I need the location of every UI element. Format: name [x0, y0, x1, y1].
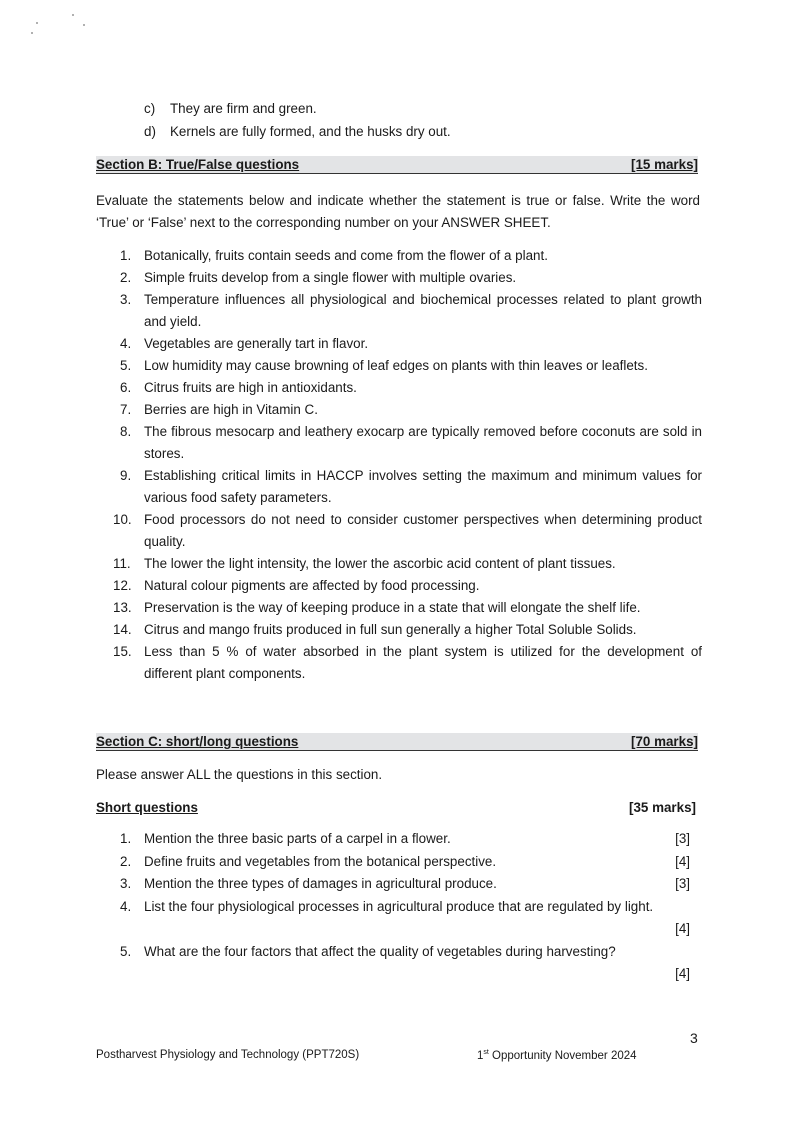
short-questions-list — [96, 828, 700, 986]
statement-item — [96, 399, 702, 421]
item-text: The fibrous mesocarp and leathery exocarp are typically removed before coconuts are sold in stores. — [144, 424, 702, 461]
item-text: Mention the three basic parts of a carpel in a flower. — [144, 831, 451, 846]
speck — [72, 14, 74, 16]
item-text: Temperature influences all physiological and biochemical processes related to plant growth and yield. — [144, 292, 702, 329]
statement-item — [96, 267, 702, 289]
item-text: The lower the light intensity, the lower the ascorbic acid content of plant tissues. — [144, 556, 616, 571]
item-number: 14. — [113, 622, 132, 637]
true-false-list — [96, 245, 702, 685]
option-d — [144, 124, 451, 139]
item-number: 1. — [120, 831, 132, 846]
item-number: 8. — [120, 424, 132, 439]
statement-item — [96, 245, 702, 267]
item-text: Mention the three types of damages in agricultural produce. — [144, 876, 497, 891]
subsection-marks: [35 marks] — [629, 800, 696, 815]
opportunity-number: 1 — [477, 1049, 484, 1062]
item-text: Citrus and mango fruits produced in full sun generally a higher Total Soluble Solids. — [144, 622, 637, 637]
question-item — [96, 828, 700, 851]
section-b-header — [96, 156, 698, 174]
item-number: 4. — [120, 336, 132, 351]
statement-item — [96, 619, 702, 641]
item-text: List the four physiological processes in agricultural produce that are regulated by light. — [144, 898, 654, 914]
question-item — [96, 896, 700, 941]
item-number: 3. — [120, 876, 132, 891]
section-marks: [70 marks] — [631, 734, 698, 749]
statement-item — [96, 377, 702, 399]
item-number: 13. — [113, 600, 132, 615]
item-number: 10. — [113, 512, 132, 527]
question-item — [96, 941, 700, 986]
speck — [83, 24, 85, 26]
section-b-instructions: Evaluate the statements below and indicate whether the statement is true or false. Write the word ‘True’ or ‘False’ next to the corresponding number on your ANSWER SHEET. — [96, 193, 700, 230]
item-number: 11. — [113, 556, 131, 571]
option-label: d) — [144, 124, 156, 139]
option-text: They are firm and green. — [170, 101, 317, 116]
statement-item — [96, 333, 702, 355]
item-number: 5. — [120, 943, 132, 959]
statement-item — [96, 355, 702, 377]
item-text: Botanically, fruits contain seeds and come from the flower of a plant. — [144, 248, 548, 263]
statement-item — [96, 641, 702, 685]
scan-specks — [28, 12, 88, 38]
item-number: 3. — [120, 292, 132, 307]
opportunity-suffix: st — [483, 1049, 489, 1056]
section-c-header — [96, 733, 698, 751]
question-item — [96, 851, 700, 874]
item-text: What are the four factors that affect the quality of vegetables during harvesting? — [144, 943, 616, 959]
statement-item — [96, 509, 702, 553]
item-number: 9. — [120, 468, 132, 483]
option-text: Kernels are fully formed, and the husks dry out. — [170, 124, 451, 139]
section-marks: [15 marks] — [631, 157, 698, 172]
section-c-instructions: Please answer ALL the questions in this section. — [96, 767, 383, 782]
speck — [31, 32, 33, 34]
subsection-title: Short questions — [96, 800, 198, 815]
statement-item — [96, 597, 702, 619]
footer-opportunity — [477, 1049, 637, 1062]
statement-item — [96, 465, 702, 509]
item-text: Vegetables are generally tart in flavor. — [144, 336, 369, 351]
item-text: Low humidity may cause browning of leaf edges on plants with thin leaves or leaflets. — [144, 358, 648, 373]
section-title: Section B: True/False questions — [96, 157, 300, 172]
question-marks: [4] — [675, 966, 690, 981]
item-number: 2. — [120, 853, 132, 869]
statement-item — [96, 553, 702, 575]
question-marks: [4] — [675, 853, 690, 869]
short-questions-header — [96, 798, 696, 818]
item-text: Less than 5 % of water absorbed in the plant system is utilized for the development of different plant components. — [144, 644, 702, 681]
option-label: c) — [144, 101, 156, 116]
item-number: 12. — [113, 578, 132, 593]
question-marks: [3] — [675, 876, 690, 891]
item-text: Food processors do not need to consider customer perspectives when determining product quality. — [144, 512, 702, 549]
opportunity-text: Opportunity November 2024 — [488, 1049, 637, 1062]
section-title: Section C: short/long questions — [96, 734, 299, 749]
item-text: Natural colour pigments are affected by food processing. — [144, 578, 480, 593]
question-item — [96, 873, 700, 896]
question-marks: [4] — [675, 921, 690, 936]
item-number: 1. — [120, 248, 132, 263]
speck — [36, 22, 38, 24]
item-number: 2. — [120, 270, 132, 285]
page-number: 3 — [690, 1030, 698, 1046]
item-number: 15. — [113, 644, 132, 659]
statement-item — [96, 421, 702, 465]
item-number: 4. — [120, 898, 132, 914]
option-c — [144, 101, 317, 116]
question-marks: [3] — [675, 831, 690, 846]
item-text: Define fruits and vegetables from the botanical perspective. — [144, 853, 497, 869]
item-number: 5. — [120, 358, 132, 373]
item-text: Preservation is the way of keeping produce in a state that will elongate the shelf life. — [144, 600, 641, 615]
statement-item — [96, 575, 702, 597]
item-number: 6. — [120, 380, 132, 395]
item-text: Establishing critical limits in HACCP involves setting the maximum and minimum values for various food safety parameters. — [144, 468, 702, 505]
item-text: Citrus fruits are high in antioxidants. — [144, 380, 357, 395]
statement-item — [96, 289, 702, 333]
item-text: Simple fruits develop from a single flower with multiple ovaries. — [144, 270, 517, 285]
item-text: Berries are high in Vitamin C. — [144, 402, 318, 417]
item-number: 7. — [120, 402, 132, 417]
footer-course: Postharvest Physiology and Technology (PPT720S) — [96, 1049, 360, 1061]
